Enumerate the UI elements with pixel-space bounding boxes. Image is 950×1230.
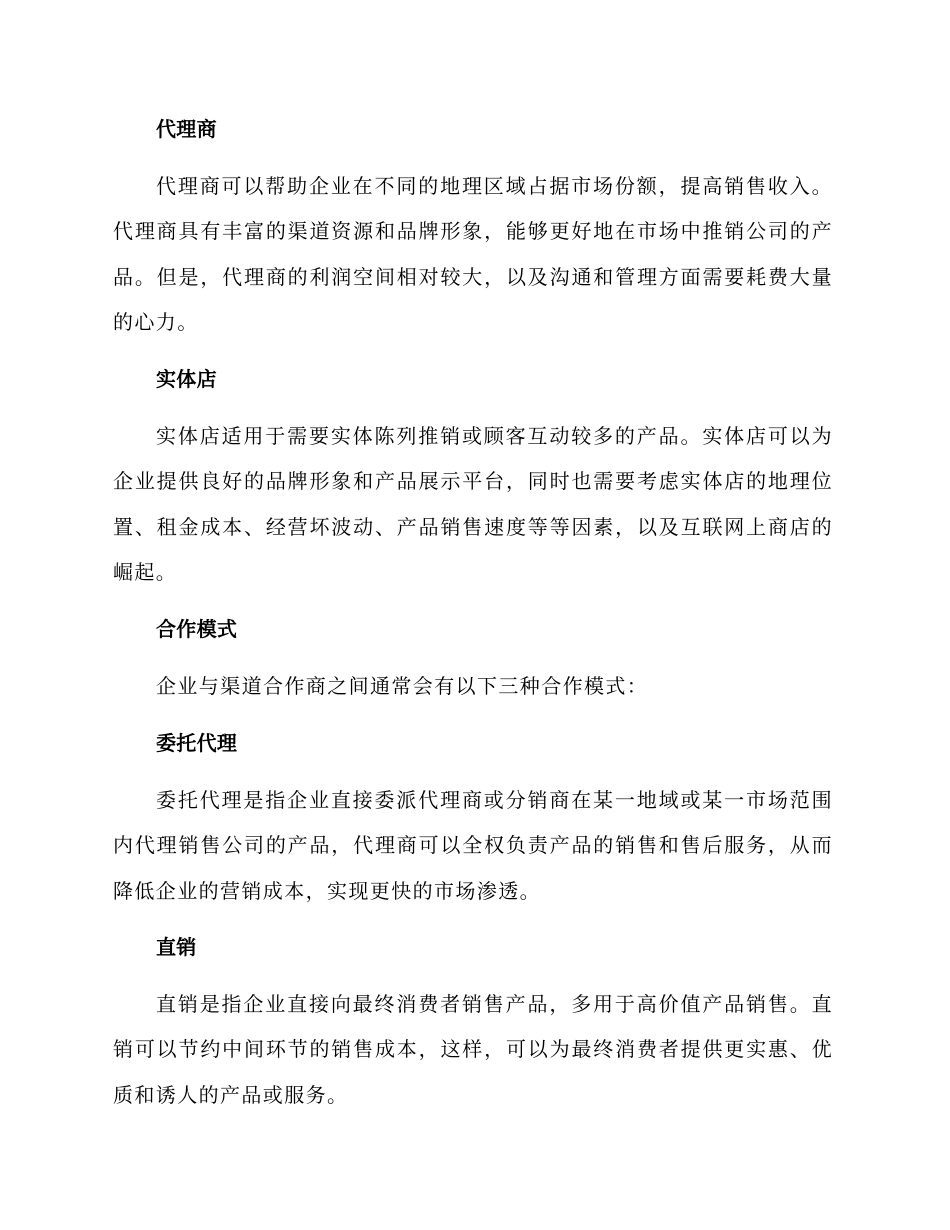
section-heading-agent: 代理商 <box>156 117 217 141</box>
section-body-direct-sales: 直销是指企业直接向最终消费者销售产品，多用于高价值产品销售。直销可以节约中间环节的销售成本，这样，可以为最终消费者提供更实惠、优质和诱人的产品或服务。 <box>113 992 833 1107</box>
section-body-entrusted-agency: 委托代理是指企业直接委派代理商或分销商在某一地域或某一市场范围内代理销售公司的产品，代理商可以全权负责产品的销售和售后服务，从而降低企业的营销成本，实现更快的市场渗透。 <box>113 788 833 903</box>
section-heading-physical-store: 实体店 <box>156 367 217 391</box>
section-body-physical-store: 实体店适用于需要实体陈列推销或顾客互动较多的产品。实体店可以为企业提供良好的品牌形象和产品展示平台，同时也需要考虑实体店的地理位置、租金成本、经营坏波动、产品销售速度等等因素，以及互联网上商店的崛起。 <box>113 424 833 584</box>
section-heading-cooperation-mode: 合作模式 <box>156 617 238 641</box>
section-heading-direct-sales: 直销 <box>156 935 197 959</box>
section-heading-entrusted-agency: 委托代理 <box>156 731 238 755</box>
section-body-cooperation-mode: 企业与渠道合作商之间通常会有以下三种合作模式： <box>156 674 649 698</box>
section-body-agent: 代理商可以帮助企业在不同的地理区域占据市场份额，提高销售收入。代理商具有丰富的渠道资源和品牌形象，能够更好地在市场中推销公司的产品。但是，代理商的利润空间相对较大，以及沟通和管理方面需要耗费大量的心力。 <box>113 174 833 334</box>
